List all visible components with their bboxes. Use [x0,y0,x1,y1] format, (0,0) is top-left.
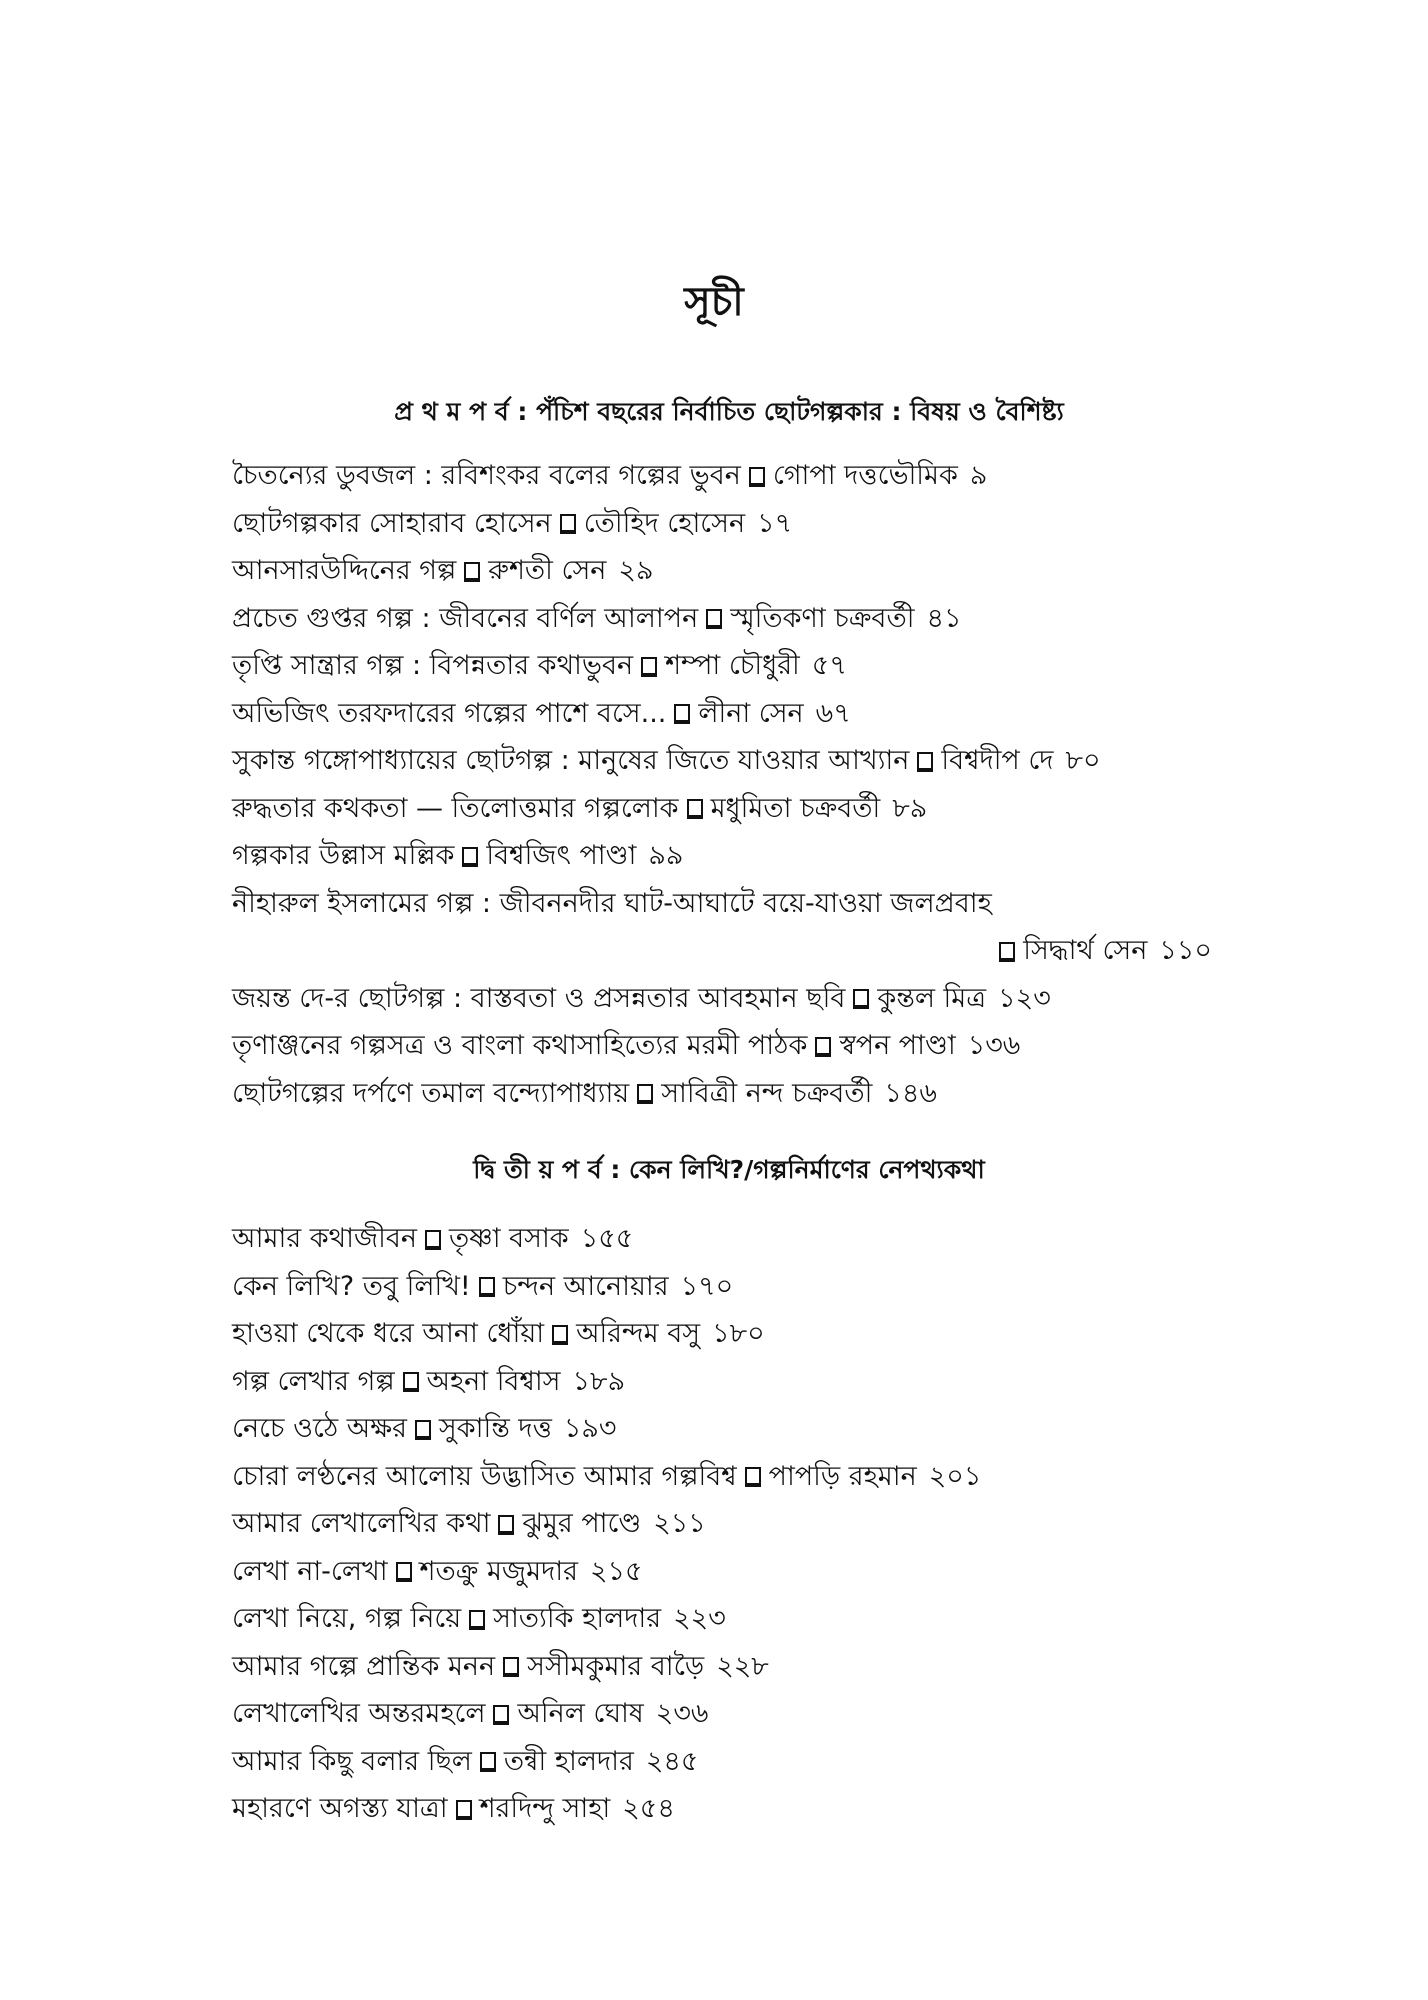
entry-page-number: ২২৮ [716,1650,769,1682]
entry-title: ছোটগল্পকার সোহারাব হোসেন [232,507,552,539]
square-bullet-icon [560,514,576,534]
entry-title: গল্পকার উল্লাস মল্লিক [232,840,455,871]
square-bullet-icon [464,562,480,582]
square-bullet-icon [637,1084,653,1104]
entry-title: চৈতন্যের ডুবজল : রবিশংকর বলের গল্পের ভুবন [232,460,741,491]
square-bullet-icon [552,1325,568,1345]
entry-page-number: ২১১ [653,1508,706,1539]
entry-page-number: ৮০ [1065,745,1101,776]
entry-author: সসীমকুমার বাড়ৈ [527,1650,705,1682]
toc-entry [232,1690,1212,1738]
square-bullet-icon [999,942,1015,962]
square-bullet-icon [479,1277,495,1297]
entry-title: আমার কিছু বলার ছিল [232,1745,472,1777]
entry-page-number: ৯৯ [648,840,684,871]
square-bullet-icon [493,1705,509,1725]
entry-author: ঝুমুর পাণ্ডে [522,1508,642,1539]
entry-author: অহনা বিশ্বাস [426,1365,561,1397]
square-bullet-icon [917,752,933,772]
square-bullet-icon [641,657,657,677]
entry-author: শম্পা চৌধুরী [665,650,800,681]
toc-entry [232,690,1212,738]
entry-page-number: ৫৭ [811,650,847,681]
toc-entry [232,832,1212,880]
toc-entry [232,1453,1212,1501]
entry-page-number: ৪১ [926,602,962,634]
entry-title: রুদ্ধতার কথকতা — তিলোত্তমার গল্পলোক [232,792,679,824]
toc-entry [232,1215,1212,1263]
square-bullet-icon [687,799,703,819]
entry-page-number: ২১৫ [589,1555,643,1587]
entry-title: আনসারউদ্দিনের গল্প [232,555,457,586]
entry-title: লেখা না-লেখা [232,1555,388,1587]
entry-author: গোপা দত্তভৌমিক [772,460,958,491]
entry-title: নেচে ওঠে অক্ষর [232,1413,407,1444]
entry-author: শরদিন্দু সাহা [479,1793,611,1824]
entry-author: তৌহিদ হোসেন [583,507,746,539]
square-bullet-icon [462,847,478,867]
entry-page-number: ৮৯ [892,792,928,824]
toc-entry [232,500,1212,548]
toc-entry [232,1738,1212,1786]
toc-entry [232,1405,1212,1453]
entry-title: ছোটগল্পের দর্পণে তমাল বন্দ্যোপাধ্যায় [232,1077,630,1109]
entry-page-number: ১১০ [1159,935,1212,966]
entry-author: তৃষ্ণা বসাক [448,1223,569,1254]
square-bullet-icon [503,1657,519,1677]
square-bullet-icon [749,467,765,487]
entry-title: সুকান্ত গঙ্গোপাধ্যায়ের ছোটগল্প : মানুষের জিতে যাওয়ার আখ্যান [232,745,910,776]
entry-title: আমার লেখালেখির কথা [232,1508,491,1539]
square-bullet-icon [745,1467,761,1487]
part-1-heading: প্র থ ম প র্ব : পঁচিশ বছরের নির্বাচিত ছোটগল্পকার : বিষয় ও বৈশিষ্ট্য [394,397,1064,426]
square-bullet-icon [415,1420,431,1440]
entry-page-number: ১৪৬ [884,1077,937,1109]
entry-page-number: ২৫৪ [622,1793,675,1824]
entry-author: সিদ্ধার্থ সেন [1023,935,1148,966]
toc-entry [232,1310,1212,1358]
entry-title: মহারণে অগস্ত্য যাত্রা [232,1793,448,1824]
toc-entry [232,1548,1212,1596]
page-title: সূচী [684,279,744,325]
toc-entry [232,1263,1212,1311]
square-bullet-icon [853,989,869,1009]
entry-page-number: ১৭০ [680,1270,734,1302]
toc-entry [232,785,1212,833]
entry-page-number: ২২৩ [673,1603,726,1634]
entry-title: প্রচেত গুপ্তর গল্প : জীবনের বর্ণিল আলাপন [232,602,699,634]
entry-page-number: ১৯৩ [563,1413,617,1444]
square-bullet-icon [674,704,690,724]
entry-title: লেখা নিয়ে, গল্প নিয়ে [232,1603,462,1634]
square-bullet-icon [396,1562,412,1582]
entry-author: পাপড়ি রহমান [768,1460,917,1492]
entry-title: আমার কথাজীবন [232,1223,417,1254]
square-bullet-icon [425,1230,441,1250]
square-bullet-icon [456,1800,472,1820]
square-bullet-icon [706,609,722,629]
entry-author: সুকান্তি দত্ত [438,1413,552,1444]
toc-entry [232,1785,1212,1833]
entry-author: কুন্তল মিত্র [877,982,987,1014]
entry-title: চোরা লণ্ঠনের আলোয় উদ্ভাসিত আমার গল্পবিশ্ব [232,1460,737,1492]
entry-title: গল্প লেখার গল্প [232,1365,395,1397]
entry-page-number: ২৯ [618,555,654,586]
entry-author: বিশ্বজিৎ পাণ্ডা [486,840,637,871]
toc-entry [232,975,1212,1023]
part-2-heading: দ্বি তী য় প র্ব : কেন লিখি?/গল্পনির্মাণের নেপথ্যকথা [473,1155,985,1184]
entry-page-number: ৬৭ [815,697,851,729]
entry-page-number: ২৩৬ [655,1698,709,1729]
entry-author: তন্বী হালদার [503,1745,634,1777]
entry-page-number: ৯ [969,460,988,491]
square-bullet-icon [403,1372,419,1392]
entry-author: রুশতী সেন [488,555,607,586]
entry-author: বিশ্বদীপ দে [941,745,1054,776]
entry-title: তৃণাঞ্জনের গল্পসত্র ও বাংলা কথাসাহিত্যের মরমী পাঠক [232,1030,808,1061]
entry-author: সাত্যকি হালদার [493,1603,662,1634]
entry-page-number: ১৮০ [712,1318,765,1349]
toc-entry [232,1500,1212,1548]
square-bullet-icon [815,1037,831,1057]
entry-author: অনিল ঘোষ [517,1698,644,1729]
entry-title: হাওয়া থেকে ধরে আনা ধোঁয়া [232,1318,545,1349]
entry-title: আমার গল্পে প্রান্তিক মনন [232,1650,496,1682]
toc-entry [232,1643,1212,1691]
entry-title: জয়ন্ত দে-র ছোটগল্প : বাস্তবতা ও প্রসন্নতার আবহমান ছবি [232,982,846,1014]
toc-entry [232,880,1212,975]
entry-page-number: ২৪৫ [645,1745,699,1777]
entry-page-number: ১২৩ [998,982,1051,1014]
entry-author: স্বপন পাণ্ডা [839,1030,956,1061]
toc-entry [232,737,1212,785]
toc-entry [232,452,1212,500]
entry-author: শতক্রু মজুমদার [419,1555,578,1587]
square-bullet-icon [498,1515,514,1535]
entry-page-number: ১৮৯ [572,1365,626,1397]
toc-entry [232,642,1212,690]
entry-title: লেখালেখির অন্তরমহলে [232,1698,486,1729]
entry-author: চন্দন আনোয়ার [502,1270,669,1302]
square-bullet-icon [480,1752,496,1772]
entry-author: মধুমিতা চক্রবর্তী [710,792,881,824]
entry-page-number: ১৭ [757,507,793,539]
part-2-contents [232,1215,1212,1833]
part-1-contents [232,452,1212,1117]
entry-title: অভিজিৎ তরফদারের গল্পের পাশে বসে... [232,697,667,729]
entry-author: লীনা সেন [698,697,804,729]
entry-title: তৃপ্তি সান্ত্রার গল্প : বিপন্নতার কথাভুবন [232,650,634,681]
toc-entry [232,1358,1212,1406]
entry-page-number: ২০১ [928,1460,982,1492]
toc-entry [232,1022,1212,1070]
square-bullet-icon [469,1610,485,1630]
entry-page-number: ১৫৫ [580,1223,634,1254]
entry-author: সাবিত্রী নন্দ চক্রবর্তী [661,1077,873,1109]
toc-entry [232,1070,1212,1118]
toc-entry [232,595,1212,643]
entry-author: অরিন্দম বসু [576,1318,701,1349]
entry-page-number: ১৩৬ [967,1030,1021,1061]
entry-title: কেন লিখি? তবু লিখি! [232,1270,471,1302]
entry-author: স্মৃতিকণা চক্রবর্তী [730,602,915,634]
toc-entry [232,1595,1212,1643]
entry-title: নীহারুল ইসলামের গল্প : জীবননদীর ঘাট-আঘাটে বয়ে-যাওয়া জলপ্রবাহ [232,887,992,919]
toc-entry [232,547,1212,595]
